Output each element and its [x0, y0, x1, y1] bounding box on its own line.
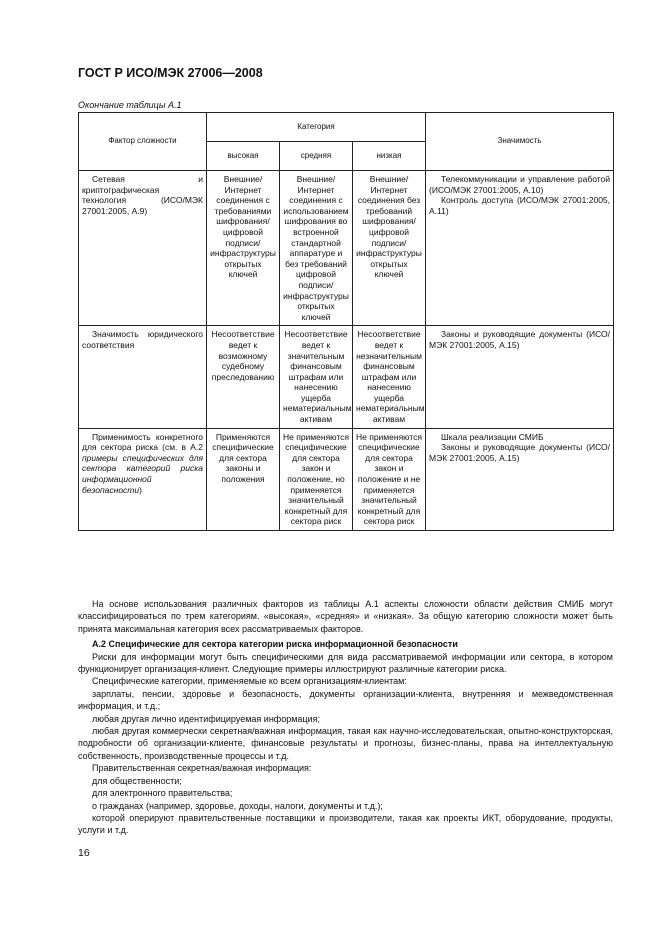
high-cell: Несоответствие ведет к возможному судебному преследованию — [207, 326, 280, 428]
header-significance: Значимость — [426, 113, 614, 171]
section-heading: А.2 Специфические для сектора категории риска информационной безопасности — [92, 639, 458, 650]
significance-cell — [426, 428, 614, 530]
low-cell: Внешние/ Интернет соединения без требований шифрования/ цифровой подписи/ инфраструктуры открытых ключей — [353, 171, 426, 326]
factor-cell — [79, 428, 207, 530]
medium-cell: Несоответствие ведет к значительным финансовым штрафам или нанесению ущерба нематериальным активам — [280, 326, 353, 428]
significance-cell — [426, 171, 614, 326]
header-medium: средняя — [280, 142, 353, 171]
factor-cell: Значимость юридического соответствия — [79, 326, 207, 428]
header-category: Категория — [207, 113, 426, 142]
paragraph: для общественности; — [92, 775, 182, 786]
document-header: ГОСТ Р ИСО/МЭК 27006—2008 — [78, 66, 263, 80]
medium-cell: Внешние/ Интернет соединения с использованием шифрования во встроенной стандартной аппаратуре и без требований цифровой подписи/инфраструктуры открытых ключей — [280, 171, 353, 326]
factor-text-italic: примеры специфических для сектора категорий риска информационной безопасности — [82, 452, 203, 495]
header-factor: Фактор сложности — [79, 113, 207, 171]
paragraph: любая другая лично идентифицируемая информация; — [92, 713, 320, 724]
significance-item: Законы и руководящие документы (ИСО/МЭК 27001:2005, А.15) — [429, 329, 611, 350]
paragraph: о гражданах (например, здоровье, доходы, налоги, документы и т.д.); — [92, 800, 383, 811]
header-high: высокая — [207, 142, 280, 171]
table-row — [79, 326, 614, 428]
significance-item: Шкала реализации СМИБ — [441, 431, 544, 442]
paragraph: Правительственная секретная/важная информация: — [92, 763, 312, 774]
table-header-row — [79, 113, 614, 142]
significance-item: Законы и руководящие документы (ИСО/МЭК 27001:2005, А.15) — [429, 442, 611, 463]
paragraph: любая другая коммерчески секретная/важная информация, такая как научно-исследовательская, опытно-конструкторская, подробности об организации-клиенте, финансовые результаты и прогнозы, бизнес-планы, права на интеллектуальную собственность, производственные процессы и т.д. — [78, 726, 613, 761]
factor-text-end: ) — [139, 484, 142, 495]
medium-cell: Не применяются специфические для сектора закон и положение, но применяется значительный конкретный для сектора риск — [280, 428, 353, 530]
complexity-table — [78, 112, 614, 531]
table-row — [79, 428, 614, 530]
significance-item: Контроль доступа (ИСО/МЭК 27001:2005, А.11) — [429, 195, 611, 216]
table-row — [79, 171, 614, 326]
page-number: 16 — [78, 847, 90, 859]
paragraph: Риски для информации могут быть специфическими для вида рассматриваемой информации или сектора, в котором функционирует организация-клиент. Следующие примеры иллюстрируют различные категории риска. — [78, 651, 613, 675]
paragraph: На основе использования различных факторов из таблицы А.1 аспекты сложности области действия СМИБ могут классифицироваться по трем категориям. «высокая», «средняя» и «низкая». За общую категорию сложности может быть принята максимальная категория всех рассматриваемых факторов. — [78, 599, 613, 634]
table-caption: Окончание таблицы А.1 — [78, 100, 182, 110]
significance-cell — [426, 326, 614, 428]
high-cell: Внешние/ Интернет соединения с требованиями шифрования/ цифровой подписи/инфраструктуры открытых ключей — [207, 171, 280, 326]
factor-text: Применимость конкретного для сектора риска (см. в А.2 — [82, 431, 203, 453]
low-cell: Не применяются специфические для сектора закон и положение и не применяется значительный конкретный для сектора риск — [353, 428, 426, 530]
paragraph: для электронного правительства; — [92, 788, 233, 799]
header-low: низкая — [353, 142, 426, 171]
low-cell: Несоответствие ведет к незначительным финансовым штрафам или нанесению ущерба нематериальным активам — [353, 326, 426, 428]
factor-cell: Сетевая и криптографическая технология (ИСО/МЭК 27001:2005, А.9) — [79, 171, 207, 326]
high-cell: Применяются специфические для сектора законы и положения — [207, 428, 280, 530]
paragraph: зарплаты, пенсии, здоровье и безопасность, документы организации-клиента, внутренняя и межведомственная информация, и т.д.; — [78, 688, 613, 712]
paragraph: Специфические категории, применяемые ко всем организациям-клиентам: — [92, 676, 407, 687]
paragraph: которой оперируют правительственные поставщики и производители, такая как проекты ИКТ, оборудование, продукты, услуги и т.д. — [78, 812, 613, 836]
significance-item: Телекоммуникации и управление работой (ИСО/МЭК 27001:2005, А.10) — [429, 174, 611, 195]
body-text — [78, 598, 613, 837]
